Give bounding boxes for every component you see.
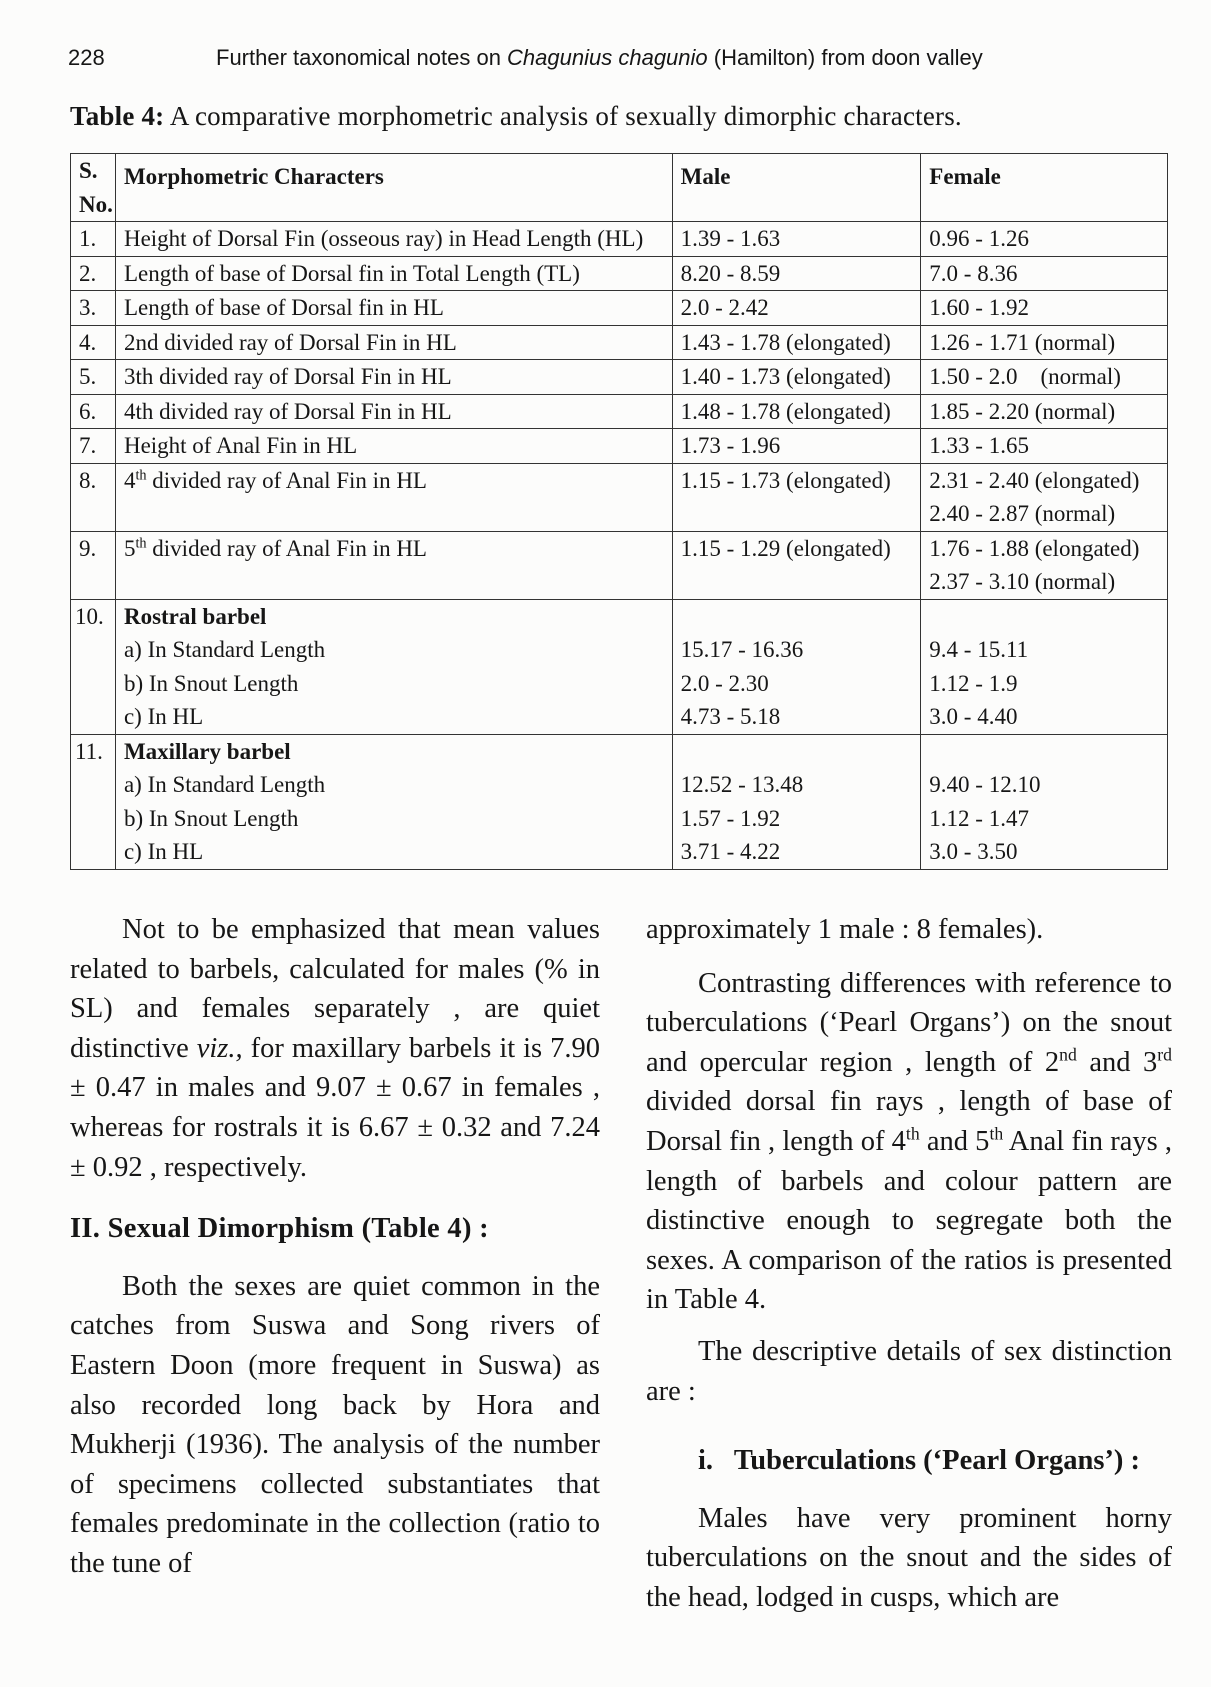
paragraph-sexes-common: Both the sexes are quiet common in the catches from Suswa and Song rivers of Eastern Doon (more frequent in Suswa) as also recorded long back by Hora and Mukherji (1936). The analysis of the number of specimens collected substantiates that females predominate in the collection (ratio to the tune of — [70, 1270, 600, 1579]
page-number: 228 — [68, 45, 105, 70]
table-row — [71, 256, 1168, 291]
ordinal-suffix: th — [135, 534, 147, 551]
male-value: 12.52 - 13.48 — [680, 772, 804, 797]
row-number: 3. — [71, 291, 116, 326]
running-title-prefix: Further taxonomical notes on — [216, 45, 508, 70]
row-female — [921, 599, 1168, 734]
row-number: 10. — [71, 599, 116, 734]
female-value: 1.12 - 1.9 — [929, 670, 1018, 696]
paragraph-barbel-means — [70, 910, 600, 1187]
male-value: 1.57 - 1.92 — [680, 805, 781, 831]
barbel-sub-item: b) In Snout Length — [123, 805, 299, 831]
row-character: Length of base of Dorsal fin in HL — [115, 291, 672, 326]
ordinal-suffix: rd — [1157, 1044, 1172, 1065]
table-caption — [70, 98, 1170, 134]
male-value: 3.71 - 4.22 — [680, 839, 781, 864]
header-male: Male — [672, 154, 921, 222]
row-male — [672, 734, 921, 869]
paragraph-text: Contrasting differences with reference to tuberculations (‘Pearl Organs’) on the snout and opercular region , length of 2 — [646, 967, 1172, 1078]
barbel-sub-item: b) In Snout Length — [123, 670, 299, 696]
subsection-heading: i. Tuberculations (‘Pearl Organs’) : — [698, 1445, 1141, 1477]
row-number: 1. — [71, 222, 116, 257]
running-title-suffix: (Hamilton) from doon valley — [707, 45, 983, 70]
row-male: 2.0 - 2.42 — [672, 291, 921, 326]
female-value: 2.40 - 2.87 (normal) — [929, 501, 1116, 526]
section-heading: II. Sexual Dimorphism (Table 4) : — [70, 1213, 489, 1245]
paragraph-males-tuberculations: Males have very prominent horny tuberculations on the snout and the sides of the head, lodged in cusps, which are — [646, 1502, 1172, 1613]
female-value: 1.12 - 1.47 — [929, 805, 1029, 831]
table-row — [71, 360, 1168, 395]
row-female: 0.96 - 1.26 — [921, 222, 1168, 257]
paragraph-contrasting-differences — [646, 964, 1172, 1320]
paragraph-text: for maxillary barbels it is 7.90 ± 0.47 in males and 9.07 ± 0.67 in females , whereas for rostrals it is 6.67 ± 0.32 and 7.24 ± 0.92 , respectively. — [70, 1032, 600, 1183]
row-character: 4th divided ray of Dorsal Fin in HL — [115, 394, 672, 429]
table-row — [71, 429, 1168, 464]
barbel-sub-item: a) In Standard Length — [123, 772, 326, 797]
table-row — [71, 531, 1168, 599]
ordinal-suffix: nd — [1059, 1044, 1077, 1065]
table-row — [71, 734, 1168, 869]
table-row — [71, 599, 1168, 734]
character-text: divided ray of Anal Fin in HL — [146, 535, 427, 561]
row-number: 5. — [71, 360, 116, 395]
morphometric-table — [70, 153, 1168, 870]
row-character — [115, 463, 672, 531]
species-name: Chagunius chagunio — [507, 45, 708, 70]
paragraph-ratio-continuation: approximately 1 male : 8 females). — [646, 914, 1044, 945]
male-value: 4.73 - 5.18 — [680, 704, 781, 729]
male-value: 2.0 - 2.30 — [680, 670, 769, 696]
row-number: 7. — [71, 429, 116, 464]
row-male: 8.20 - 8.59 — [672, 256, 921, 291]
female-value: 2.37 - 3.10 (normal) — [929, 569, 1116, 594]
header-sno — [71, 154, 116, 222]
barbel-heading: Maxillary barbel — [123, 738, 291, 764]
header-sno-line1: S. — [79, 158, 98, 183]
barbel-heading: Rostral barbel — [123, 603, 267, 629]
row-character: Height of Anal Fin in HL — [115, 429, 672, 464]
female-value: 9.4 - 15.11 — [929, 637, 1029, 662]
row-character: Height of Dorsal Fin (osseous ray) in Head Length (HL) — [115, 222, 672, 257]
row-male — [672, 599, 921, 734]
row-male: 1.40 - 1.73 (elongated) — [672, 360, 921, 395]
table-header-row — [71, 154, 1168, 222]
row-male: 1.48 - 1.78 (elongated) — [672, 394, 921, 429]
table-row — [71, 291, 1168, 326]
female-value: 3.0 - 3.50 — [929, 839, 1018, 864]
row-female — [921, 531, 1168, 599]
row-number: 8. — [71, 463, 116, 531]
paragraph-descriptive-details: The descriptive details of sex distinction are : — [646, 1335, 1172, 1407]
row-character: Length of base of Dorsal fin in Total Length (TL) — [115, 256, 672, 291]
female-value: 1.76 - 1.88 (elongated) — [929, 535, 1140, 561]
row-number: 2. — [71, 256, 116, 291]
right-text-column — [646, 910, 1172, 1618]
row-female: 1.26 - 1.71 (normal) — [921, 325, 1168, 360]
character-text: divided ray of Anal Fin in HL — [146, 467, 427, 493]
row-female: 1.85 - 2.20 (normal) — [921, 394, 1168, 429]
row-number: 9. — [71, 531, 116, 599]
row-character — [115, 599, 672, 734]
table-row — [71, 325, 1168, 360]
row-male: 1.43 - 1.78 (elongated) — [672, 325, 921, 360]
table-row — [71, 394, 1168, 429]
ordinal-suffix: th — [135, 466, 147, 483]
running-title — [216, 40, 983, 76]
female-value: 3.0 - 4.40 — [929, 704, 1018, 729]
row-number: 6. — [71, 394, 116, 429]
paragraph-text: Not to be emphasized that mean values related to barbels, calculated for males (% in SL) and females separately , are quiet distinctive — [70, 914, 600, 1064]
row-female: 1.33 - 1.65 — [921, 429, 1168, 464]
row-male: 1.73 - 1.96 — [672, 429, 921, 464]
row-character — [115, 531, 672, 599]
table-row — [71, 463, 1168, 531]
row-male: 1.39 - 1.63 — [672, 222, 921, 257]
row-female — [921, 734, 1168, 869]
paragraph-text: and 3 — [1076, 1046, 1158, 1078]
table-caption-label: Table 4: — [70, 101, 165, 131]
ordinal-suffix: th — [989, 1123, 1004, 1144]
ordinal-number: 5 — [123, 535, 136, 561]
table-row — [71, 222, 1168, 257]
running-header — [68, 40, 1168, 76]
ordinal-number: 4 — [123, 467, 136, 493]
table-caption-text: A comparative morphometric analysis of sexually dimorphic characters. — [164, 101, 962, 131]
barbel-sub-item: c) In HL — [123, 704, 204, 729]
header-female: Female — [921, 154, 1168, 222]
barbel-sub-item: c) In HL — [123, 839, 204, 864]
paragraph-italic: viz., — [196, 1032, 243, 1064]
ordinal-suffix: th — [905, 1123, 920, 1144]
row-female: 7.0 - 8.36 — [921, 256, 1168, 291]
row-number: 11. — [71, 734, 116, 869]
row-female: 1.50 - 2.0 (normal) — [921, 360, 1168, 395]
row-male: 1.15 - 1.73 (elongated) — [672, 463, 921, 531]
barbel-sub-item: a) In Standard Length — [123, 637, 326, 662]
row-character: 2nd divided ray of Dorsal Fin in HL — [115, 325, 672, 360]
left-text-column — [70, 910, 600, 1584]
paragraph-text: Anal fin rays , length of barbels and colour pattern are distinctive enough to segregate both the sexes. A comparison of the ratios is presented in Table 4. — [646, 1125, 1173, 1316]
header-sno-line2: No. — [79, 191, 113, 217]
row-male: 1.15 - 1.29 (elongated) — [672, 531, 921, 599]
male-value: 15.17 - 16.36 — [680, 637, 804, 662]
female-value: 9.40 - 12.10 — [929, 772, 1041, 797]
row-character: 3th divided ray of Dorsal Fin in HL — [115, 360, 672, 395]
female-value: 2.31 - 2.40 (elongated) — [929, 467, 1140, 493]
paragraph-text: divided dorsal fin rays , length of base of Dorsal fin , length of 4 — [646, 1086, 1172, 1157]
row-number: 4. — [71, 325, 116, 360]
row-character — [115, 734, 672, 869]
row-female — [921, 463, 1168, 531]
paragraph-text: and 5 — [919, 1125, 990, 1157]
header-character: Morphometric Characters — [115, 154, 672, 222]
row-female: 1.60 - 1.92 — [921, 291, 1168, 326]
